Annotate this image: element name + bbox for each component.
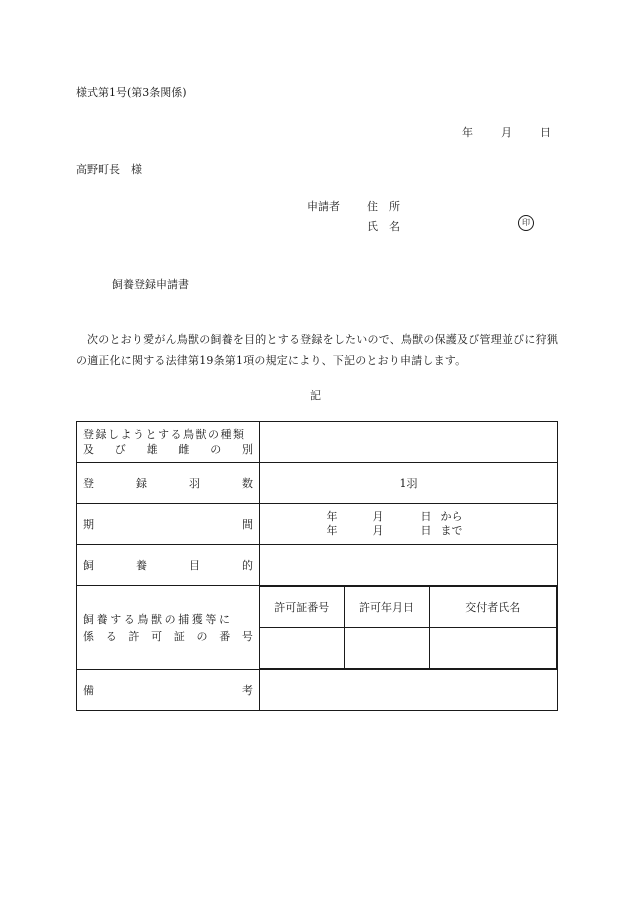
to-year: 年	[326, 524, 338, 537]
applicant-label: 申請者	[307, 200, 340, 213]
permit-number-header: 許可証番号	[260, 587, 344, 628]
char: 羽	[189, 477, 200, 490]
species-label-line2	[83, 442, 253, 457]
char: 号	[241, 629, 253, 643]
char: 登	[83, 477, 94, 490]
permit-date-header: 許可年月日	[344, 587, 429, 628]
date-month: 月	[501, 126, 512, 139]
char: の	[210, 443, 222, 456]
char: び	[114, 443, 126, 456]
from-year: 年	[326, 510, 338, 523]
char: 雄	[146, 443, 158, 456]
table-row-count	[77, 463, 558, 504]
remarks-value[interactable]	[260, 670, 558, 711]
char: 証	[173, 629, 185, 643]
purpose-label	[77, 545, 260, 586]
form-number: 様式第1号(第3条関係)	[76, 86, 187, 99]
char: る	[105, 629, 117, 643]
addressee: 高野町長 様	[76, 163, 142, 176]
table-row-period	[77, 504, 558, 545]
ki-heading: 記	[310, 389, 321, 402]
char: 数	[242, 477, 253, 490]
char: 期	[83, 518, 94, 531]
to-month: 月	[372, 524, 384, 537]
species-label-line1: 登録しようとする鳥獣の種類	[83, 428, 246, 441]
permit-label-line1: 飼養する鳥獣の捕獲等に	[83, 612, 233, 626]
document-title: 飼養登録申請書	[112, 278, 189, 291]
table-row-remarks	[77, 670, 558, 711]
species-label	[77, 422, 260, 463]
permit-number-value[interactable]	[260, 628, 344, 669]
period-from	[327, 510, 491, 524]
table-row-species	[77, 422, 558, 463]
issuer-name-value[interactable]	[429, 628, 557, 669]
body-paragraph: 次のとおり愛がん鳥獣の飼養を目的とする登録をしたいので、鳥獣の保護及び管理並びに狩猟の適正化に関する法律第19条第1項の規定により、下記のとおり申請します。	[76, 333, 558, 367]
char: 備	[83, 684, 94, 697]
date-year: 年	[462, 126, 473, 139]
from-month: 月	[372, 510, 384, 523]
char: 番	[219, 629, 231, 643]
char: 録	[136, 477, 147, 490]
char: 考	[242, 684, 253, 697]
char: 許	[128, 629, 140, 643]
application-table	[76, 421, 558, 711]
period-to	[327, 524, 491, 538]
from-day: 日	[420, 510, 432, 523]
char: 及	[83, 443, 94, 456]
to-day: 日	[420, 524, 432, 537]
permit-label	[77, 586, 260, 670]
from-suffix: から	[440, 510, 463, 523]
char: 雌	[178, 443, 190, 456]
permit-value	[260, 586, 558, 670]
char: 間	[242, 518, 253, 531]
purpose-value[interactable]	[260, 545, 558, 586]
address-label: 住 所	[367, 200, 400, 213]
date-day: 日	[540, 126, 551, 139]
remarks-label	[77, 670, 260, 711]
char: 可	[151, 629, 163, 643]
char: 係	[83, 629, 94, 643]
permit-date-value[interactable]	[344, 628, 429, 669]
to-suffix: まで	[440, 524, 463, 537]
permit-label-line2	[83, 628, 253, 645]
char: 飼	[83, 559, 94, 572]
permit-subtable	[260, 586, 557, 669]
count-label	[77, 463, 260, 504]
char: 的	[242, 559, 253, 572]
char: 目	[189, 559, 200, 572]
name-label: 氏 名	[367, 220, 400, 233]
table-row-purpose	[77, 545, 558, 586]
issuer-name-header: 交付者氏名	[429, 587, 557, 628]
date-line	[462, 124, 551, 140]
species-value[interactable]	[260, 422, 558, 463]
char: の	[196, 629, 208, 643]
table-row-permit	[77, 586, 558, 670]
char: 別	[241, 443, 253, 456]
period-label	[77, 504, 260, 545]
count-value[interactable]: 1羽	[260, 463, 558, 504]
seal-mark: 印	[518, 215, 534, 231]
period-value[interactable]	[260, 504, 558, 545]
char: 養	[136, 559, 147, 572]
